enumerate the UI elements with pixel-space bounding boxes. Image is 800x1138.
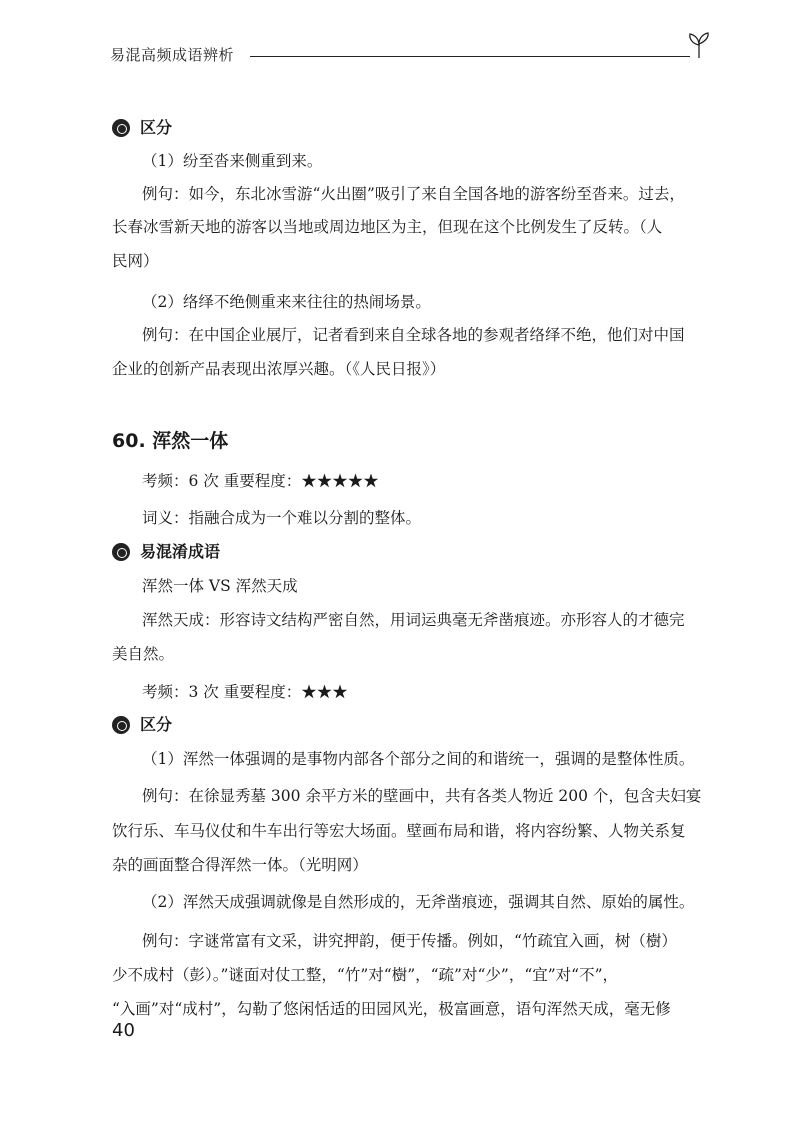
page-number: 40 <box>112 1020 135 1041</box>
entry-line: 少不成村（彭）。”谜面对仗工整，“竹”对“樹”，“疏”对“少”，“宜”对“不”， <box>112 966 619 984</box>
confusable-heading <box>112 541 220 563</box>
prev-distinction-heading <box>112 117 172 139</box>
entry-title: 60. 浑然一体 <box>112 430 229 452</box>
section-badge-icon <box>112 716 130 734</box>
entry-distinction-heading <box>112 714 172 736</box>
entry-line: 例句：字谜常富有文采，讲究押韵，便于传播。例如，“竹疏宜入画，树（樹） <box>142 932 677 950</box>
prev-line: 长春冰雪新天地的游客以当地或周边地区为主，但现在这个比例发生了反转。（人 <box>112 218 663 236</box>
prev-distinction-label: 区分 <box>140 118 173 137</box>
prev-line: （1）纷至沓来侧重到来。 <box>142 152 323 170</box>
confusable-heading-label: 易混淆成语 <box>140 542 221 561</box>
prev-line: 例句：在中国企业展厅，记者看到来自全球各地的参观者络绎不绝，他们对中国 <box>142 326 685 344</box>
sprout-icon <box>684 30 714 60</box>
header-rule <box>250 56 690 57</box>
entry-line: “入画”对“成村”，勾勒了悠闲恬适的田园风光，极富画意，语句浑然天成，毫无修 <box>112 1000 671 1018</box>
entry-line: 例句：在徐显秀墓 300 余平方米的壁画中，共有各类人物近 200 个，包含夫妇宴 <box>142 787 702 805</box>
entry-line: 饮行乐、车马仪仗和牛车出行等宏大场面。壁画布局和谐，将内容纷繁、人物关系复 <box>112 822 686 840</box>
prev-line: 例句：如今，东北冰雪游“火出圈”吸引了来自全国各地的游客纷至沓来。过去， <box>142 185 685 203</box>
prev-line: （2）络绎不绝侧重来来往往的热闹场景。 <box>142 293 431 311</box>
entry-line: （1）浑然一体强调的是事物内部各个部分之间的和谐统一，强调的是整体性质。 <box>142 750 695 768</box>
entry-frequency: 考频：6 次 重要程度：★★★★★ <box>142 472 379 490</box>
running-header-title: 易混高频成语辨析 <box>110 46 235 64</box>
entry-distinction-label: 区分 <box>140 715 173 734</box>
confusable-definition: 浑然天成：形容诗文结构严密自然，用词运典毫无斧凿痕迹。亦形容人的才德完 <box>142 611 685 629</box>
entry-line: （2）浑然天成强调就像是自然形成的，无斧凿痕迹，强调其自然、原始的属性。 <box>142 893 695 911</box>
section-badge-icon <box>112 119 130 137</box>
confusable-pair: 浑然一体 VS 浑然天成 <box>142 577 298 595</box>
confusable-frequency: 考频：3 次 重要程度：★★★ <box>142 683 348 701</box>
entry-meaning: 词义：指融合成为一个难以分割的整体。 <box>142 509 422 527</box>
prev-line: 企业的创新产品表现出浓厚兴趣。（《人民日报》） <box>112 360 446 378</box>
confusable-definition: 美自然。 <box>112 645 175 663</box>
section-badge-icon <box>112 543 130 561</box>
prev-line: 民网） <box>112 252 159 270</box>
entry-line: 杂的画面整合得浑然一体。（光明网） <box>112 856 368 874</box>
